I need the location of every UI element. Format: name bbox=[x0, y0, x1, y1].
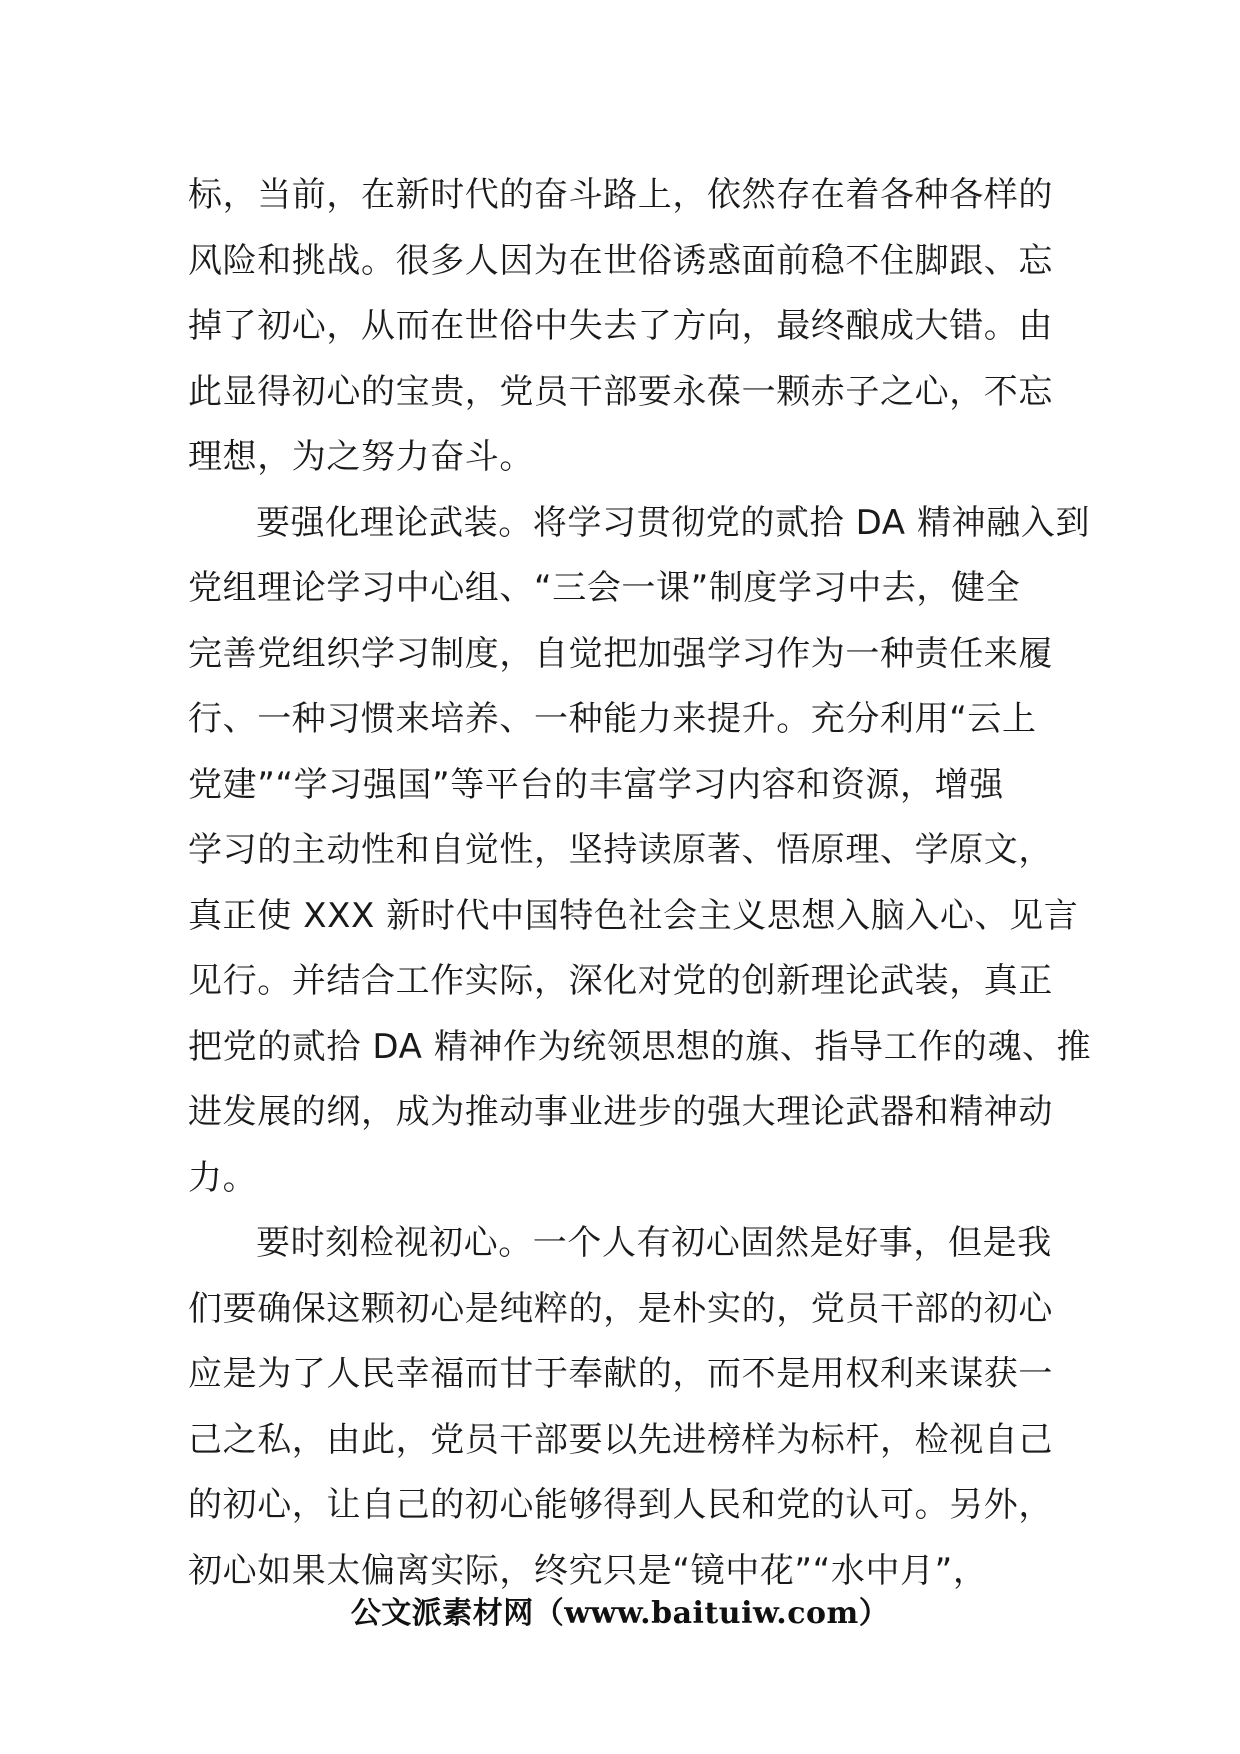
paragraph-1 bbox=[188, 163, 1056, 491]
text-line: 真正使 XXX 新时代中国特色社会主义思想入脑入心、见言 bbox=[188, 895, 1079, 936]
text-line: 己之私，由此，党员干部要以先进榜样为标杆，检视自己 bbox=[188, 1419, 1053, 1460]
text-line: 理想，为之努力奋斗。 bbox=[188, 437, 534, 477]
text-line: 此显得初心的宝贵，党员干部要永葆一颗赤子之心，不忘 bbox=[188, 371, 1053, 412]
text-line: 力。 bbox=[188, 1157, 258, 1198]
text-line: 初心如果太偏离实际，终究只是“镜中花”“水中月”， bbox=[188, 1550, 988, 1591]
footer-watermark: 公文派素材网（www.baituiw.com） bbox=[350, 1596, 890, 1631]
text-line: 行、一种习惯来培养、一种能力来提升。充分利用“云上 bbox=[188, 699, 1037, 739]
text-line: 把党的贰拾 DA 精神作为统领思想的旗、指导工作的魂、推 bbox=[188, 1026, 1092, 1067]
text-line: 党建”“学习强国”等平台的丰富学习内容和资源，增强 bbox=[188, 764, 1004, 805]
text-line: 党组理论学习中心组、“三会一课”制度学习中去，健全 bbox=[188, 568, 1021, 608]
paragraph-3 bbox=[188, 1211, 1056, 1604]
text-line: 见行。并结合工作实际，深化对党的创新理论武装，真正 bbox=[188, 961, 1053, 1001]
text-line: 掉了初心，从而在世俗中失去了方向，最终酿成大错。由 bbox=[188, 306, 1053, 346]
text-line: 们要确保这颗初心是纯粹的，是朴实的，党员干部的初心 bbox=[188, 1288, 1053, 1329]
document-body bbox=[188, 163, 1092, 1604]
paragraph-2 bbox=[188, 491, 1092, 1212]
text-line: 完善党组织学习制度，自觉把加强学习作为一种责任来履 bbox=[188, 633, 1053, 674]
text-line: 风险和挑战。很多人因为在世俗诱惑面前稳不住脚跟、忘 bbox=[188, 240, 1053, 281]
text-line: 应是为了人民幸福而甘于奉献的，而不是用权利来谋获一 bbox=[188, 1354, 1053, 1394]
text-line: 要时刻检视初心。一个人有初心固然是好事，但是我 bbox=[256, 1223, 1052, 1263]
text-line: 学习的主动性和自觉性，坚持读原著、悟原理、学原文， bbox=[188, 830, 1053, 870]
text-line: 的初心，让自己的初心能够得到人民和党的认可。另外， bbox=[188, 1485, 1053, 1525]
text-line: 要强化理论武装。将学习贯彻党的贰拾 DA 精神融入到 bbox=[256, 502, 1091, 543]
text-line: 标，当前，在新时代的奋斗路上，依然存在着各种各样的 bbox=[188, 175, 1053, 215]
text-line: 进发展的纲，成为推动事业进步的强大理论武器和精神动 bbox=[188, 1092, 1053, 1132]
